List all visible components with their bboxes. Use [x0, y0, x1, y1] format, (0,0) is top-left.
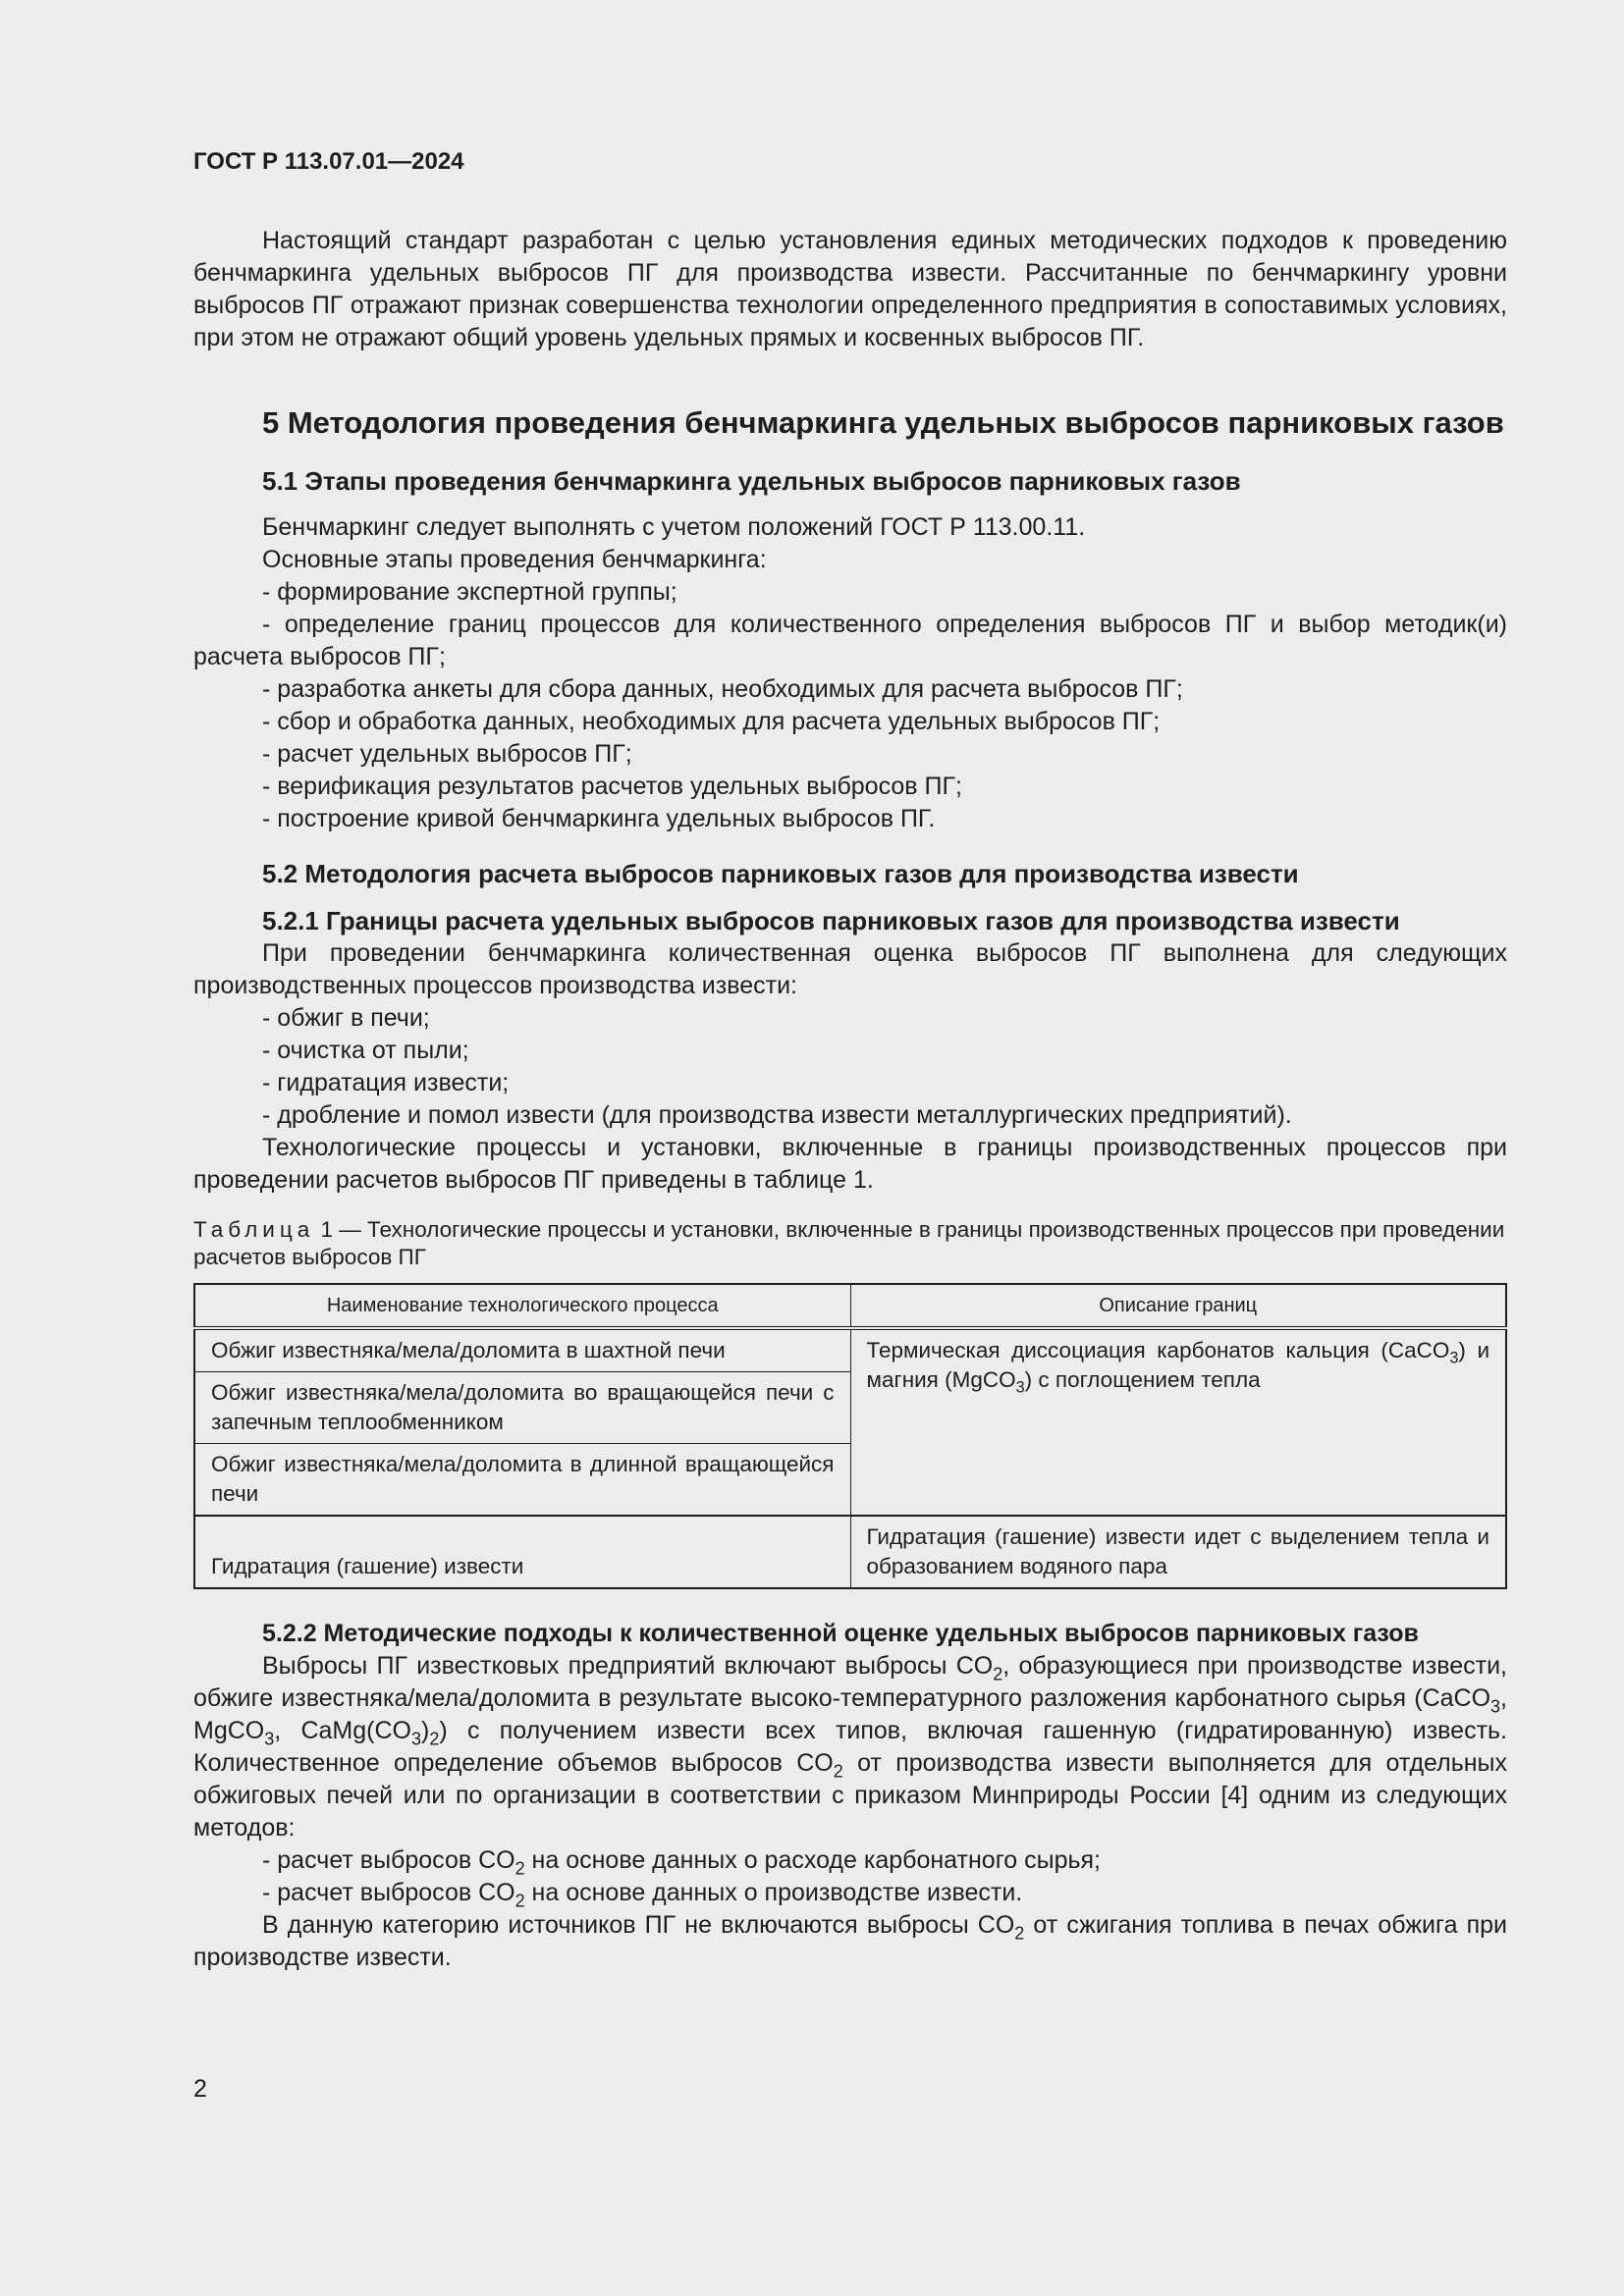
text: от производства извести выполняется для отдельных обжиговых печей или по организации в соответствии с приказом Минприроды России [4] одним из следующих методов:: [193, 1749, 1508, 1842]
subscript: 2: [429, 1729, 440, 1749]
table-row: [194, 1516, 1506, 1588]
text: на основе данных о расходе карбонатного сырья;: [524, 1846, 1101, 1874]
section-5-2-1-title: 5.2.1 Границы расчета удельных выбросов парниковых газов для производства извести: [262, 906, 1400, 935]
text: - расчет выбросов CO: [262, 1846, 515, 1874]
text: от сжигания топлива в печах обжига при производстве извести.: [193, 1911, 1508, 1971]
list-item: - сбор и обработка данных, необходимых для расчета удельных выбросов ПГ;: [262, 708, 1161, 735]
subscript: 3: [264, 1729, 275, 1749]
list-item: - очистка от пыли;: [262, 1037, 469, 1064]
table-header-row: [194, 1284, 1506, 1328]
list-item: - формирование экспертной группы;: [262, 578, 677, 606]
subscript: 3: [411, 1729, 422, 1749]
subscript: 2: [993, 1664, 1003, 1684]
table-header-boundaries: Описание границ: [850, 1284, 1506, 1328]
list-item: - определение границ процессов для количественного определения выбросов ПГ и выбор методик(и) расчета выбросов ПГ;: [193, 611, 1507, 670]
text: Выбросы ПГ известковых предприятий включают выбросы CO: [262, 1652, 994, 1680]
document-code: ГОСТ Р 113.07.01—2024: [193, 148, 464, 175]
subscript: 2: [514, 1858, 525, 1879]
section-5-2-title: 5.2 Методология расчета выбросов парниковых газов для производства извести: [262, 859, 1299, 888]
table-cell: Гидратация (гашение) извести: [194, 1516, 850, 1588]
table-cell: Гидратация (гашение) извести идет с выделением тепла и образованием водяного пара: [850, 1516, 1506, 1588]
table-cell: Обжиг известняка/мела/доломита в длинной вращающейся печи: [194, 1444, 850, 1517]
list-item: - верификация результатов расчетов удельных выбросов ПГ;: [262, 773, 962, 800]
section-5-1-title: 5.1 Этапы проведения бенчмаркинга удельных выбросов парниковых газов: [262, 466, 1241, 496]
cell-text: Термическая диссоциация карбонатов кальция (CaCO: [866, 1338, 1450, 1362]
subscript: 2: [833, 1761, 843, 1782]
table-header-process: Наименование технологического процесса: [194, 1284, 850, 1328]
subscript: 2: [1014, 1923, 1025, 1944]
list-item: [193, 1844, 1507, 1877]
list-item: - разработка анкеты для сбора данных, необходимых для расчета выбросов ПГ;: [262, 675, 1183, 703]
text: ): [421, 1717, 430, 1744]
table-label: Таблица: [193, 1217, 315, 1242]
subscript: 3: [1449, 1349, 1459, 1367]
text: на основе данных о производстве извести.: [524, 1879, 1023, 1906]
table-cell: Обжиг известняка/мела/доломита в шахтной печи: [194, 1328, 850, 1372]
text: - расчет выбросов CO: [262, 1879, 515, 1906]
list-item: - расчет удельных выбросов ПГ;: [262, 740, 632, 768]
document-page: [193, 145, 1507, 1974]
paragraph: Основные этапы проведения бенчмаркинга:: [262, 546, 767, 573]
section-5-2-2-title: 5.2.2 Методические подходы к количественной оценке удельных выбросов парниковых газов: [262, 1620, 1419, 1647]
table-cell: [850, 1328, 1506, 1516]
table-cell: Обжиг известняка/мела/доломита во вращающейся печи с запечным теплообменником: [194, 1372, 850, 1444]
table-caption: [193, 1216, 1507, 1271]
text: , образующиеся при производстве извести, обжиге известняка/мела/доломита в результате высоко-температурного разложения карбонатного сырья (CaCO: [193, 1652, 1507, 1712]
list-item: - построение кривой бенчмаркинга удельных выбросов ПГ.: [262, 805, 936, 832]
table-1: [193, 1283, 1507, 1589]
paragraph: [193, 1909, 1507, 1974]
intro-paragraph: Настоящий стандарт разработан с целью установления единых методических подходов к проведению бенчмаркинга удельных выбросов ПГ для производства извести. Рассчитанные по бенчмаркингу уровни выбросов ПГ отражают признак совершенства технологии определенного предприятия в сопоставимых условиях, при этом не отражают общий уровень удельных прямых и косвенных выбросов ПГ.: [193, 227, 1507, 351]
text: ) с получением извести всех типов, включая гашенную (гидратированную) известь. Количественное определение объемов выбросов CO: [193, 1717, 1508, 1777]
paragraph: Технологические процессы и установки, включенные в границы производственных процессов при проведении расчетов выбросов ПГ приведены в таблице 1.: [193, 1134, 1507, 1194]
subscript: 2: [514, 1891, 525, 1911]
text: В данную категорию источников ПГ не включаются выбросы CO: [262, 1911, 1015, 1939]
list-item: - обжиг в печи;: [262, 1004, 430, 1032]
table-row: [194, 1328, 1506, 1372]
text: , MgCO: [193, 1684, 1507, 1744]
paragraph: При проведении бенчмаркинга количественная оценка выбросов ПГ выполнена для следующих производственных процессов производства извести:: [193, 939, 1507, 999]
list-item: [193, 1877, 1507, 1909]
cell-text: ) и магния (MgCO: [866, 1338, 1490, 1392]
cell-text: ) с поглощением тепла: [1024, 1367, 1261, 1392]
page-number: 2: [193, 2075, 207, 2103]
paragraph: [193, 1650, 1507, 1844]
list-item: - гидратация извести;: [262, 1069, 510, 1096]
paragraph: Бенчмаркинг следует выполнять с учетом положений ГОСТ Р 113.00.11.: [262, 513, 1086, 541]
subscript: 3: [1490, 1696, 1501, 1717]
list-item: - дробление и помол извести (для производства извести металлургических предприятий).: [262, 1101, 1292, 1129]
section-5-title: 5 Методология проведения бенчмаркинга удельных выбросов парниковых газов: [262, 405, 1504, 440]
text: , CaMg(CO: [274, 1717, 411, 1744]
table-caption-text: 1 — Технологические процессы и установки, включенные в границы производственных процессов при проведении расчетов выбросов ПГ: [193, 1217, 1505, 1269]
subscript: 3: [1015, 1378, 1025, 1397]
